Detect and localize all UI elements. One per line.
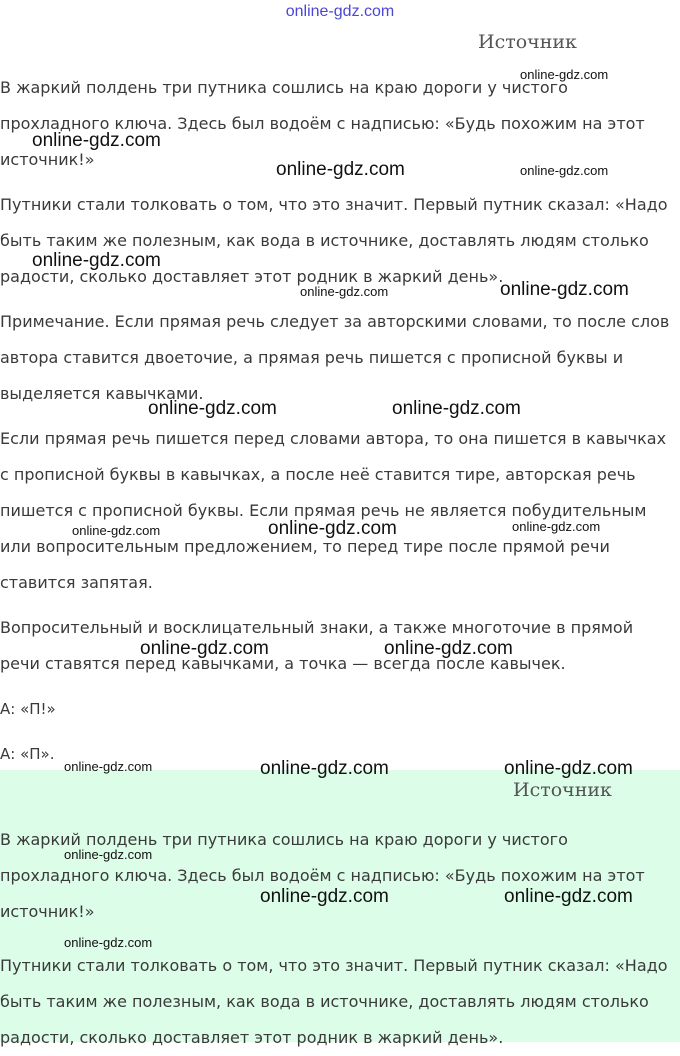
watermark: online-gdz.com — [64, 759, 153, 774]
paragraph-answer-story-travelers: Путники стали толковать о том, что это значит. Первый путник сказал: «Надо быть таким же полезным, как вода в источнике, доставлять людям столько радости, сколько доставляет этот родник в жаркий день». — [0, 956, 668, 1047]
paragraph-answer-story-start: В жаркий полдень три путника сошлись на краю дороги у чистого прохладного ключа. Здесь был водоём с надписью: «Будь похожим на этот источник!» — [0, 830, 645, 921]
scheme-exclamation: А: «П!» — [0, 700, 56, 718]
watermark: online-gdz.com — [268, 518, 397, 539]
watermark: online-gdz.com — [300, 284, 389, 299]
watermark: online-gdz.com — [512, 519, 601, 534]
paragraph-punctuation-rule: Вопросительный и восклицательный знаки, а также многоточие в прямой речи ставятся перед кавычками, а точка — всегда после кавычек. — [0, 618, 634, 673]
watermark: online-gdz.com — [72, 523, 161, 538]
paragraph-story-travelers: Путники стали толковать о том, что это значит. Первый путник сказал: «Надо быть таким же полезным, как вода в источнике, доставлять людям столько радости, сколько доставляет этот родник в жаркий день». — [0, 195, 668, 286]
paragraph-rule-direct-speech: Если прямая речь пишется перед словами автора, то она пишется в кавычках с прописной буквы в кавычках, а после неё ставится тире, авторская речь пишется с прописной буквы. Если прямая речь не является побудительным или вопросительным предложением, то перед тире после прямой речи ставится запятая. — [0, 429, 667, 592]
section-title: Источник — [478, 31, 577, 53]
watermark: online-gdz.com — [260, 886, 389, 907]
site-watermark-top: online-gdz.com — [285, 3, 395, 20]
watermark: online-gdz.com — [276, 159, 405, 180]
watermark: online-gdz.com — [140, 638, 269, 659]
watermark: online-gdz.com — [500, 279, 629, 300]
paragraph-note: Примечание. Если прямая речь следует за авторскими словами, то после слов автора ставится двоеточие, а прямая речь пишется с прописной буквы и выделяется кавычками. — [0, 312, 670, 403]
section-title-answer: Источник — [513, 779, 612, 801]
watermark: online-gdz.com — [384, 638, 513, 659]
watermark: online-gdz.com — [520, 163, 609, 178]
watermark: online-gdz.com — [32, 130, 161, 151]
watermark: online-gdz.com — [504, 758, 633, 779]
watermark: online-gdz.com — [148, 398, 277, 419]
scheme-period: А: «П». — [0, 745, 55, 763]
watermark: online-gdz.com — [64, 935, 153, 950]
paragraph-story-start: В жаркий полдень три путника сошлись на краю дороги у чистого прохладного ключа. Здесь был водоём с надписью: «Будь похожим на этот источник!» — [0, 78, 645, 169]
watermark: online-gdz.com — [32, 250, 161, 271]
watermark: online-gdz.com — [520, 67, 609, 82]
watermark: online-gdz.com — [260, 758, 389, 779]
watermark: online-gdz.com — [392, 398, 521, 419]
watermark: online-gdz.com — [504, 886, 633, 907]
watermark: online-gdz.com — [64, 847, 153, 862]
